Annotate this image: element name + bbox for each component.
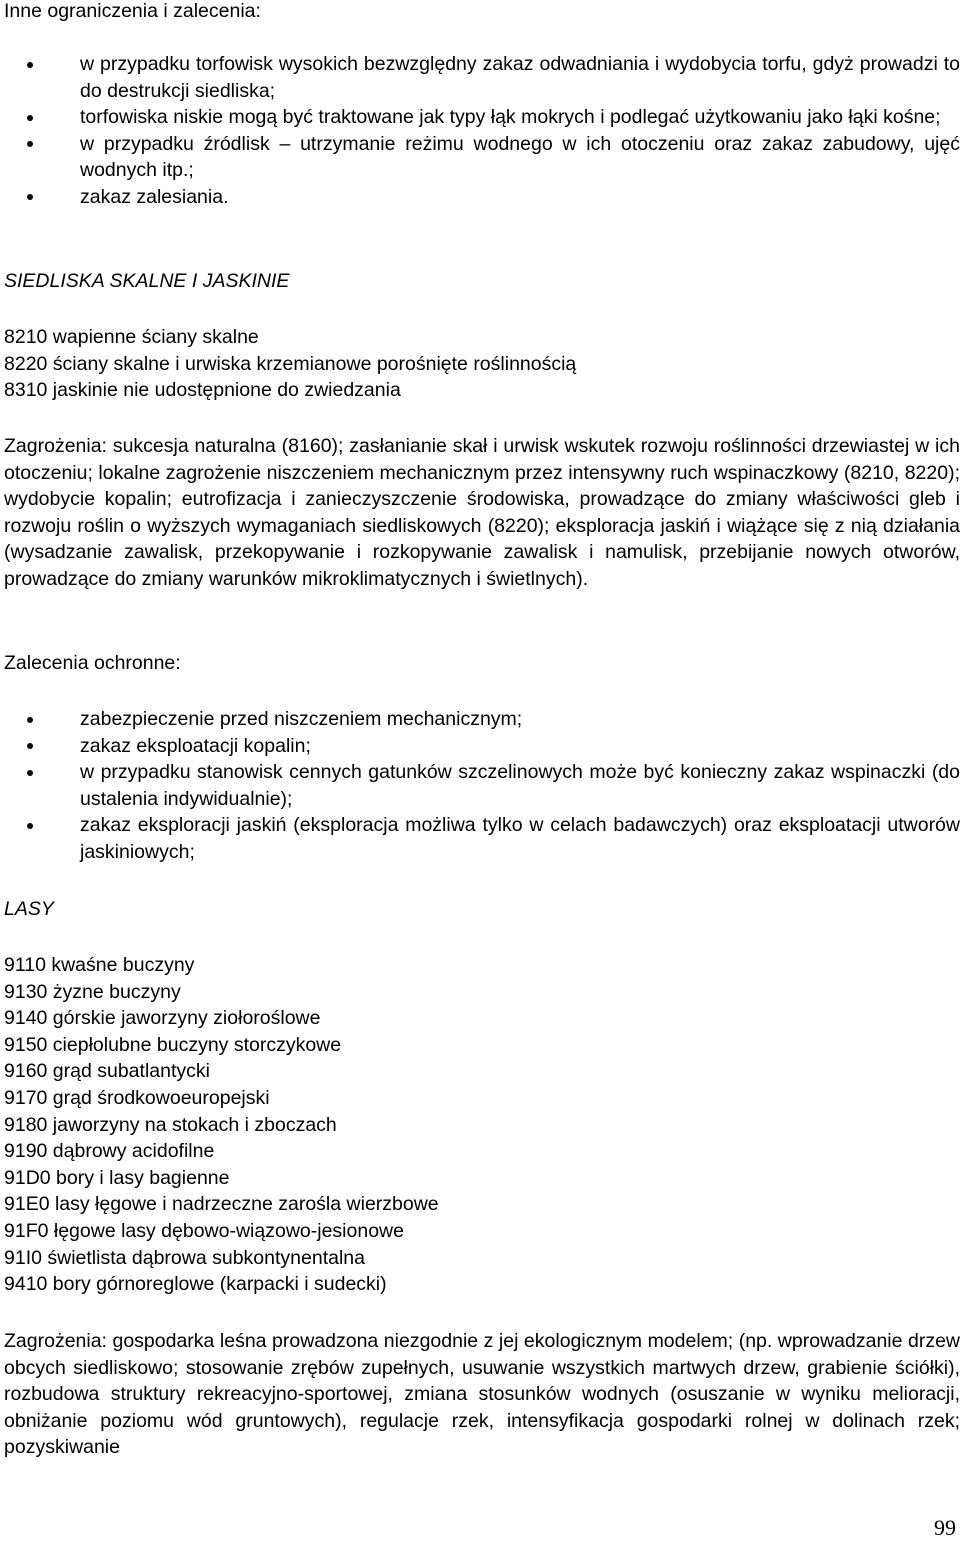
section-title-rock-habitats: SIEDLISKA SKALNE I JASKINIE (4, 270, 290, 292)
habitat-item: 9150 ciepłolubne buczyny storczykowe (4, 1033, 342, 1056)
habitat-item: 91I0 świetlista dąbrowa subkontynentalna (4, 1246, 365, 1269)
rock-habitat-list (4, 324, 576, 404)
page-number: 99 (934, 1515, 956, 1540)
list-item: torfowiska niskie mogą być traktowane jak typy łąk mokrych i podlegać użytkowaniu jako łąki kośne; (0, 104, 960, 131)
list-item: w przypadku źródlisk – utrzymanie reżimu wodnego w ich otoczeniu oraz zakaz zabudowy, ujęć wodnych itp.; (0, 131, 960, 184)
section-title-forests: LASY (4, 898, 54, 920)
habitat-item: 9180 jaworzyny na stokach i zboczach (4, 1113, 337, 1136)
restrictions-list (0, 51, 960, 211)
recommendations-heading: Zalecenia ochronne: (4, 652, 181, 674)
forest-habitat-list (4, 952, 439, 1298)
list-item: zakaz eksploatacji kopalin; (0, 733, 960, 760)
list-item: w przypadku torfowisk wysokich bezwzględny zakaz odwadniania i wydobycia torfu, gdyż prowadzi to do destrukcji siedliska; (0, 51, 960, 104)
rock-habitat-threats: Zagrożenia: sukcesja naturalna (8160); zasłanianie skał i urwisk wskutek rozwoju roślinności drzewiastej w ich otoczeniu; lokalne zagrożenie niszczeniem mechanicznym przez intensywny ruch wspinaczkowy (8210, 8220); wydobycie kopalin; eutrofizacja i zanieczyszczenie środowiska, prowadzące do zmiany właściwości gleb i rozwoju roślin o wyższych wymaganiach siedliskowych (8220); eksploracja jaskiń i wiążące się z nią działania (wysadzanie zawalisk, przekopywanie i rozkopywanie zawalisk i namulisk, przebijanie nowych otworów, prowadzące do zmiany warunków mikroklimatycznych i świetlnych). (4, 435, 960, 590)
habitat-item: 8210 wapienne ściany skalne (4, 326, 259, 348)
habitat-item: 9140 górskie jaworzyny ziołoroślowe (4, 1007, 321, 1030)
recommendations-list (0, 706, 960, 866)
habitat-item: 9410 bory górnoreglowe (karpacki i sudecki) (4, 1273, 387, 1296)
habitat-item: 91F0 łęgowe lasy dębowo-wiązowo-jesionowe (4, 1219, 404, 1242)
list-item: zakaz eksploracji jaskiń (eksploracja możliwa tylko w celach badawczych) oraz eksploatacji utworów jaskiniowych; (0, 812, 960, 865)
list-item: zakaz zalesiania. (0, 184, 960, 211)
habitat-item: 9170 grąd środkowoeuropejski (4, 1086, 270, 1109)
habitat-item: 8220 ściany skalne i urwiska krzemianowe porośnięte roślinnością (4, 352, 577, 375)
habitat-item: 8310 jaskinie nie udostępnione do zwiedzania (4, 379, 401, 402)
list-item: zabezpieczenie przed niszczeniem mechanicznym; (0, 706, 960, 733)
section-heading-other-restrictions: Inne ograniczenia i zalecenia: (4, 0, 261, 22)
list-item: w przypadku stanowisk cennych gatunków szczelinowych może być konieczny zakaz wspinaczki (do ustalenia indywidualnie); (0, 759, 960, 812)
habitat-item: 9190 dąbrowy acidofilne (4, 1140, 215, 1163)
habitat-item: 9110 kwaśne buczyny (4, 954, 195, 976)
habitat-item: 91E0 lasy łęgowe i nadrzeczne zarośla wierzbowe (4, 1193, 439, 1216)
forest-threats: Zagrożenia: gospodarka leśna prowadzona niezgodnie z jej ekologicznym modelem; (np. wprowadzanie drzew obcych siedliskowo; stosowanie zrębów zupełnych, usuwanie wszystkich martwych drzew, grabienie ściółki), rozbudowa struktury rekreacyjno-sportowej, zmiana stosunków wodnych (osuszanie w wyniku melioracji, obniżanie poziomu wód gruntowych), regulacje rzek, intensyfikacja gospodarki rolnej w dolinach rzek; pozyskiwanie (4, 1330, 960, 1459)
habitat-item: 9160 grąd subatlantycki (4, 1060, 210, 1083)
habitat-item: 91D0 bory i lasy bagienne (4, 1166, 230, 1189)
habitat-item: 9130 żyzne buczyny (4, 980, 181, 1003)
